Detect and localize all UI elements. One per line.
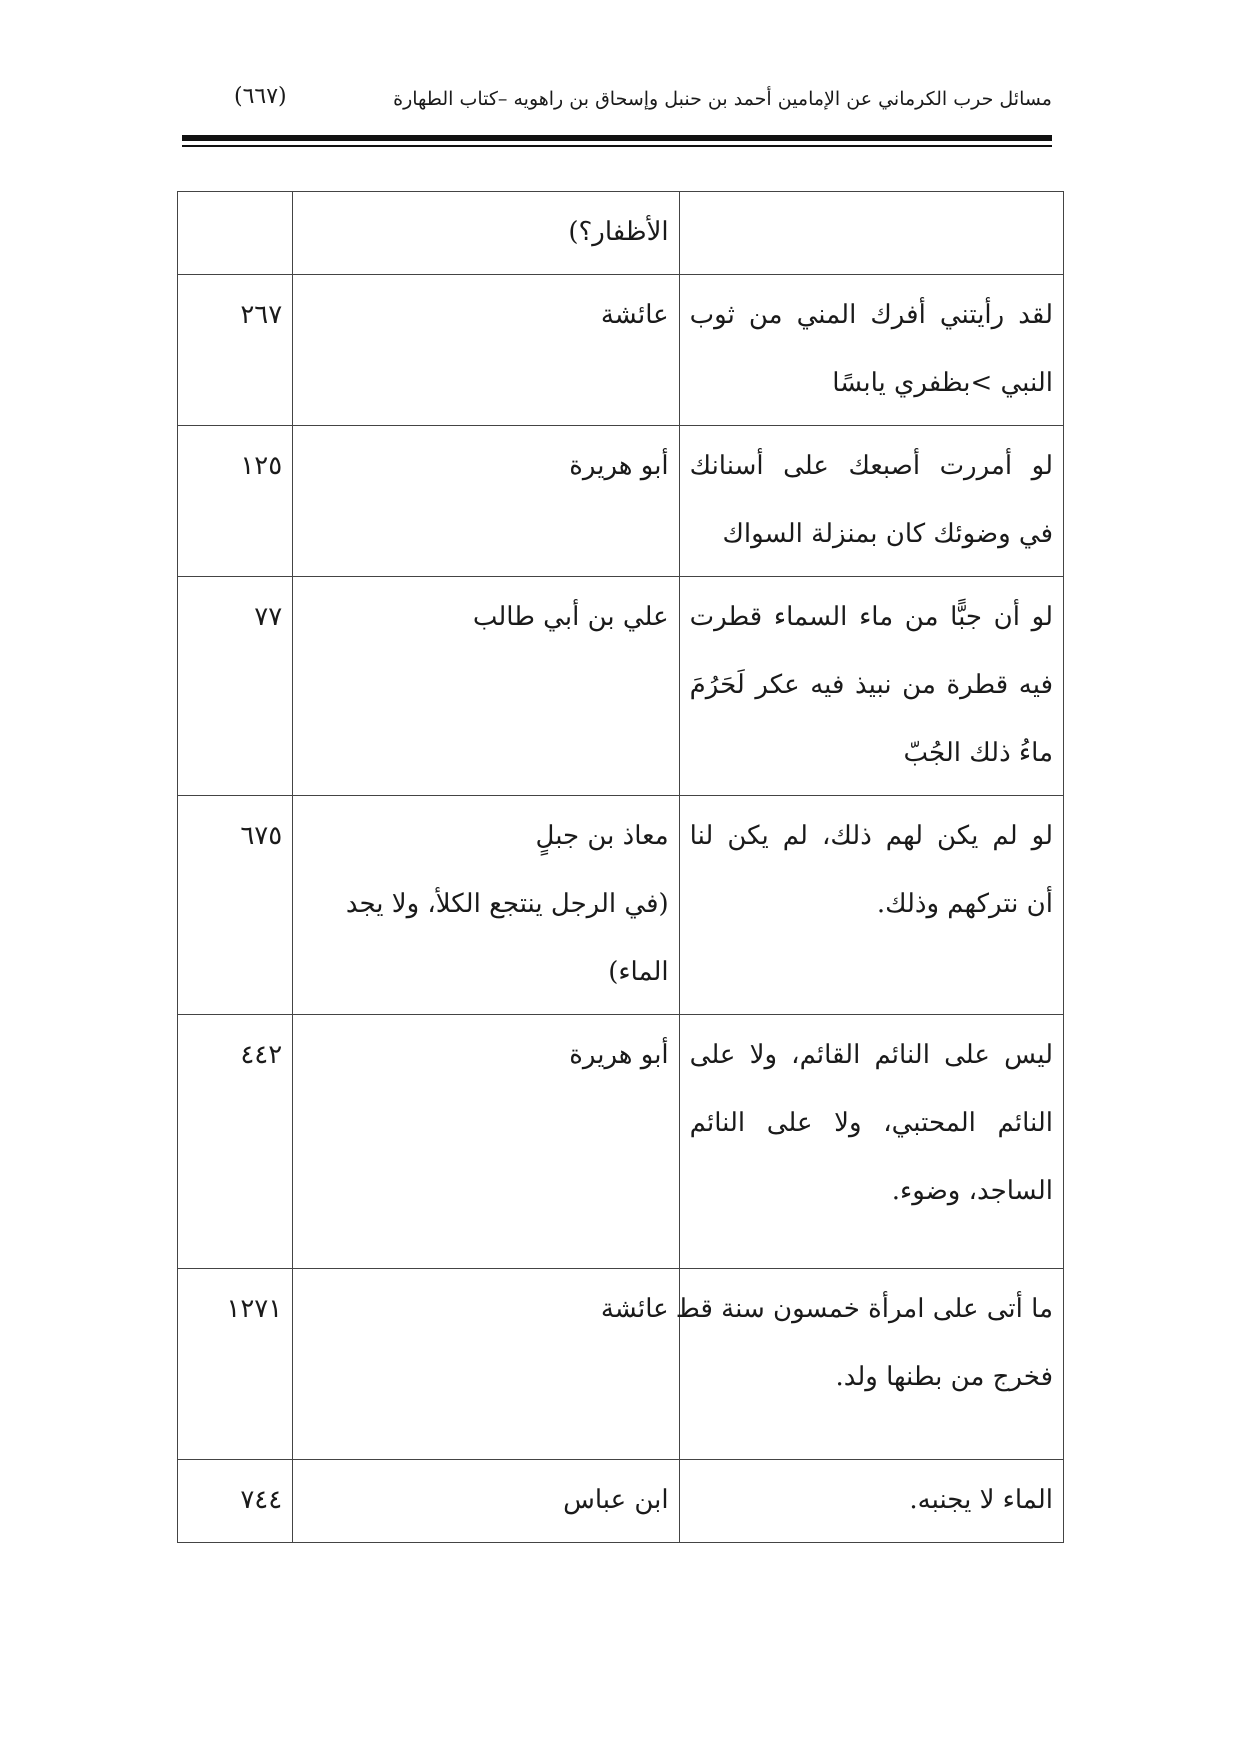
- hadith-text-line: لو أن جبًّا من ماء السماء قطرت: [689, 602, 1053, 632]
- narrator-line: معاذ بن جبلٍ: [535, 821, 669, 851]
- table-row: [178, 1015, 1064, 1269]
- running-header: [182, 84, 1052, 124]
- hadith-text-line: ليس على النائم القائم، ولا على: [689, 1040, 1053, 1070]
- hadith-text-cell: [679, 577, 1063, 796]
- hadith-text-line: لقد رأيتني أفرك المني من ثوب: [689, 300, 1053, 330]
- narrator-cell: [293, 1269, 679, 1460]
- hadith-index-table: [177, 191, 1064, 1543]
- hadith-text-line: النائم المحتبي، ولا على النائم: [689, 1108, 1053, 1138]
- hadith-text-cell: [679, 796, 1063, 1015]
- hadith-text-line: فيه قطرة من نبيذ فيه عكر لَحَرُمَ: [689, 670, 1053, 700]
- hadith-text-line: ماءُ ذلك الجُبّ: [903, 738, 1053, 768]
- narrator-line: الماء): [608, 957, 669, 987]
- header-rule-thick: [182, 135, 1052, 141]
- page-ref-cell: [178, 1269, 293, 1460]
- page-ref-cell: [178, 1460, 293, 1543]
- hadith-text-line: ما أتى على امرأة خمسون سنة قط: [675, 1294, 1053, 1324]
- hadith-text-cell: [679, 1015, 1063, 1269]
- page-ref-cell: [178, 796, 293, 1015]
- narrator-line: أبو هريرة: [569, 451, 669, 481]
- page-ref: ٢٦٧: [240, 300, 283, 330]
- page-ref: ٦٧٥: [240, 821, 283, 851]
- page-ref-cell: [178, 1015, 293, 1269]
- header-rule-thin: [182, 145, 1052, 147]
- page-ref-cell: [178, 426, 293, 577]
- page-ref: ٧٧: [254, 602, 283, 632]
- narrator-cell: [293, 1460, 679, 1543]
- header-title: مسائل حرب الكرماني عن الإمامين أحمد بن حنبل وإسحاق بن راهويه –كتاب الطهارة: [393, 88, 1052, 110]
- hadith-text-cell: [679, 192, 1063, 275]
- table-row: [178, 796, 1064, 1015]
- narrator-cell: [293, 1015, 679, 1269]
- narrator-line: علي بن أبي طالب: [472, 602, 669, 632]
- hadith-text-line: الساجد، وضوء.: [891, 1176, 1053, 1206]
- table-row: [178, 192, 1064, 275]
- narrator-cell: [293, 577, 679, 796]
- page-ref: ٧٤٤: [240, 1485, 283, 1515]
- page-ref: ١٢٥: [240, 451, 283, 481]
- page-number: (٦٦٧): [234, 84, 287, 109]
- table-row: [178, 426, 1064, 577]
- narrator-cell: [293, 275, 679, 426]
- hadith-text-cell: [679, 426, 1063, 577]
- hadith-text-line: النبي >بظفري يابسًا: [832, 368, 1053, 398]
- hadith-text-line: في وضوئك كان بمنزلة السواك: [722, 519, 1053, 549]
- hadith-text-line: لو أمررت أصبعك على أسنانك: [689, 451, 1053, 481]
- table-row: [178, 577, 1064, 796]
- table-body: [178, 192, 1064, 1543]
- hadith-text-line: فخرج من بطنها ولد.: [835, 1362, 1053, 1392]
- narrator-cell: [293, 796, 679, 1015]
- narrator-line: عائشة: [600, 1294, 669, 1324]
- page-ref-cell: [178, 192, 293, 275]
- page-ref-cell: [178, 275, 293, 426]
- hadith-text-cell: [675, 1269, 1063, 1460]
- hadith-text-line: الماء لا يجنبه.: [909, 1485, 1053, 1515]
- hadith-text-cell: [679, 275, 1063, 426]
- narrator-line: (في الرجل ينتجع الكلأ، ولا يجد: [345, 889, 669, 919]
- table-row: [178, 275, 1064, 426]
- hadith-text-line: أن نتركهم وذلك.: [876, 889, 1053, 919]
- hadith-text-cell: [679, 1460, 1063, 1543]
- table-row: [178, 1460, 1064, 1543]
- narrator-cell: [293, 426, 679, 577]
- narrator-line: أبو هريرة: [569, 1040, 669, 1070]
- hadith-text-line: لو لم يكن لهم ذلك، لم يكن لنا: [689, 821, 1053, 851]
- narrator-line: الأظفار؟): [568, 217, 669, 247]
- narrator-line: عائشة: [600, 300, 669, 330]
- page-ref: ٤٤٢: [240, 1040, 283, 1070]
- table-row: [178, 1269, 1064, 1460]
- narrator-cell: [293, 192, 679, 275]
- page-ref-cell: [178, 577, 293, 796]
- narrator-line: ابن عباس: [563, 1485, 669, 1515]
- page-ref: ١٢٧١: [226, 1294, 283, 1324]
